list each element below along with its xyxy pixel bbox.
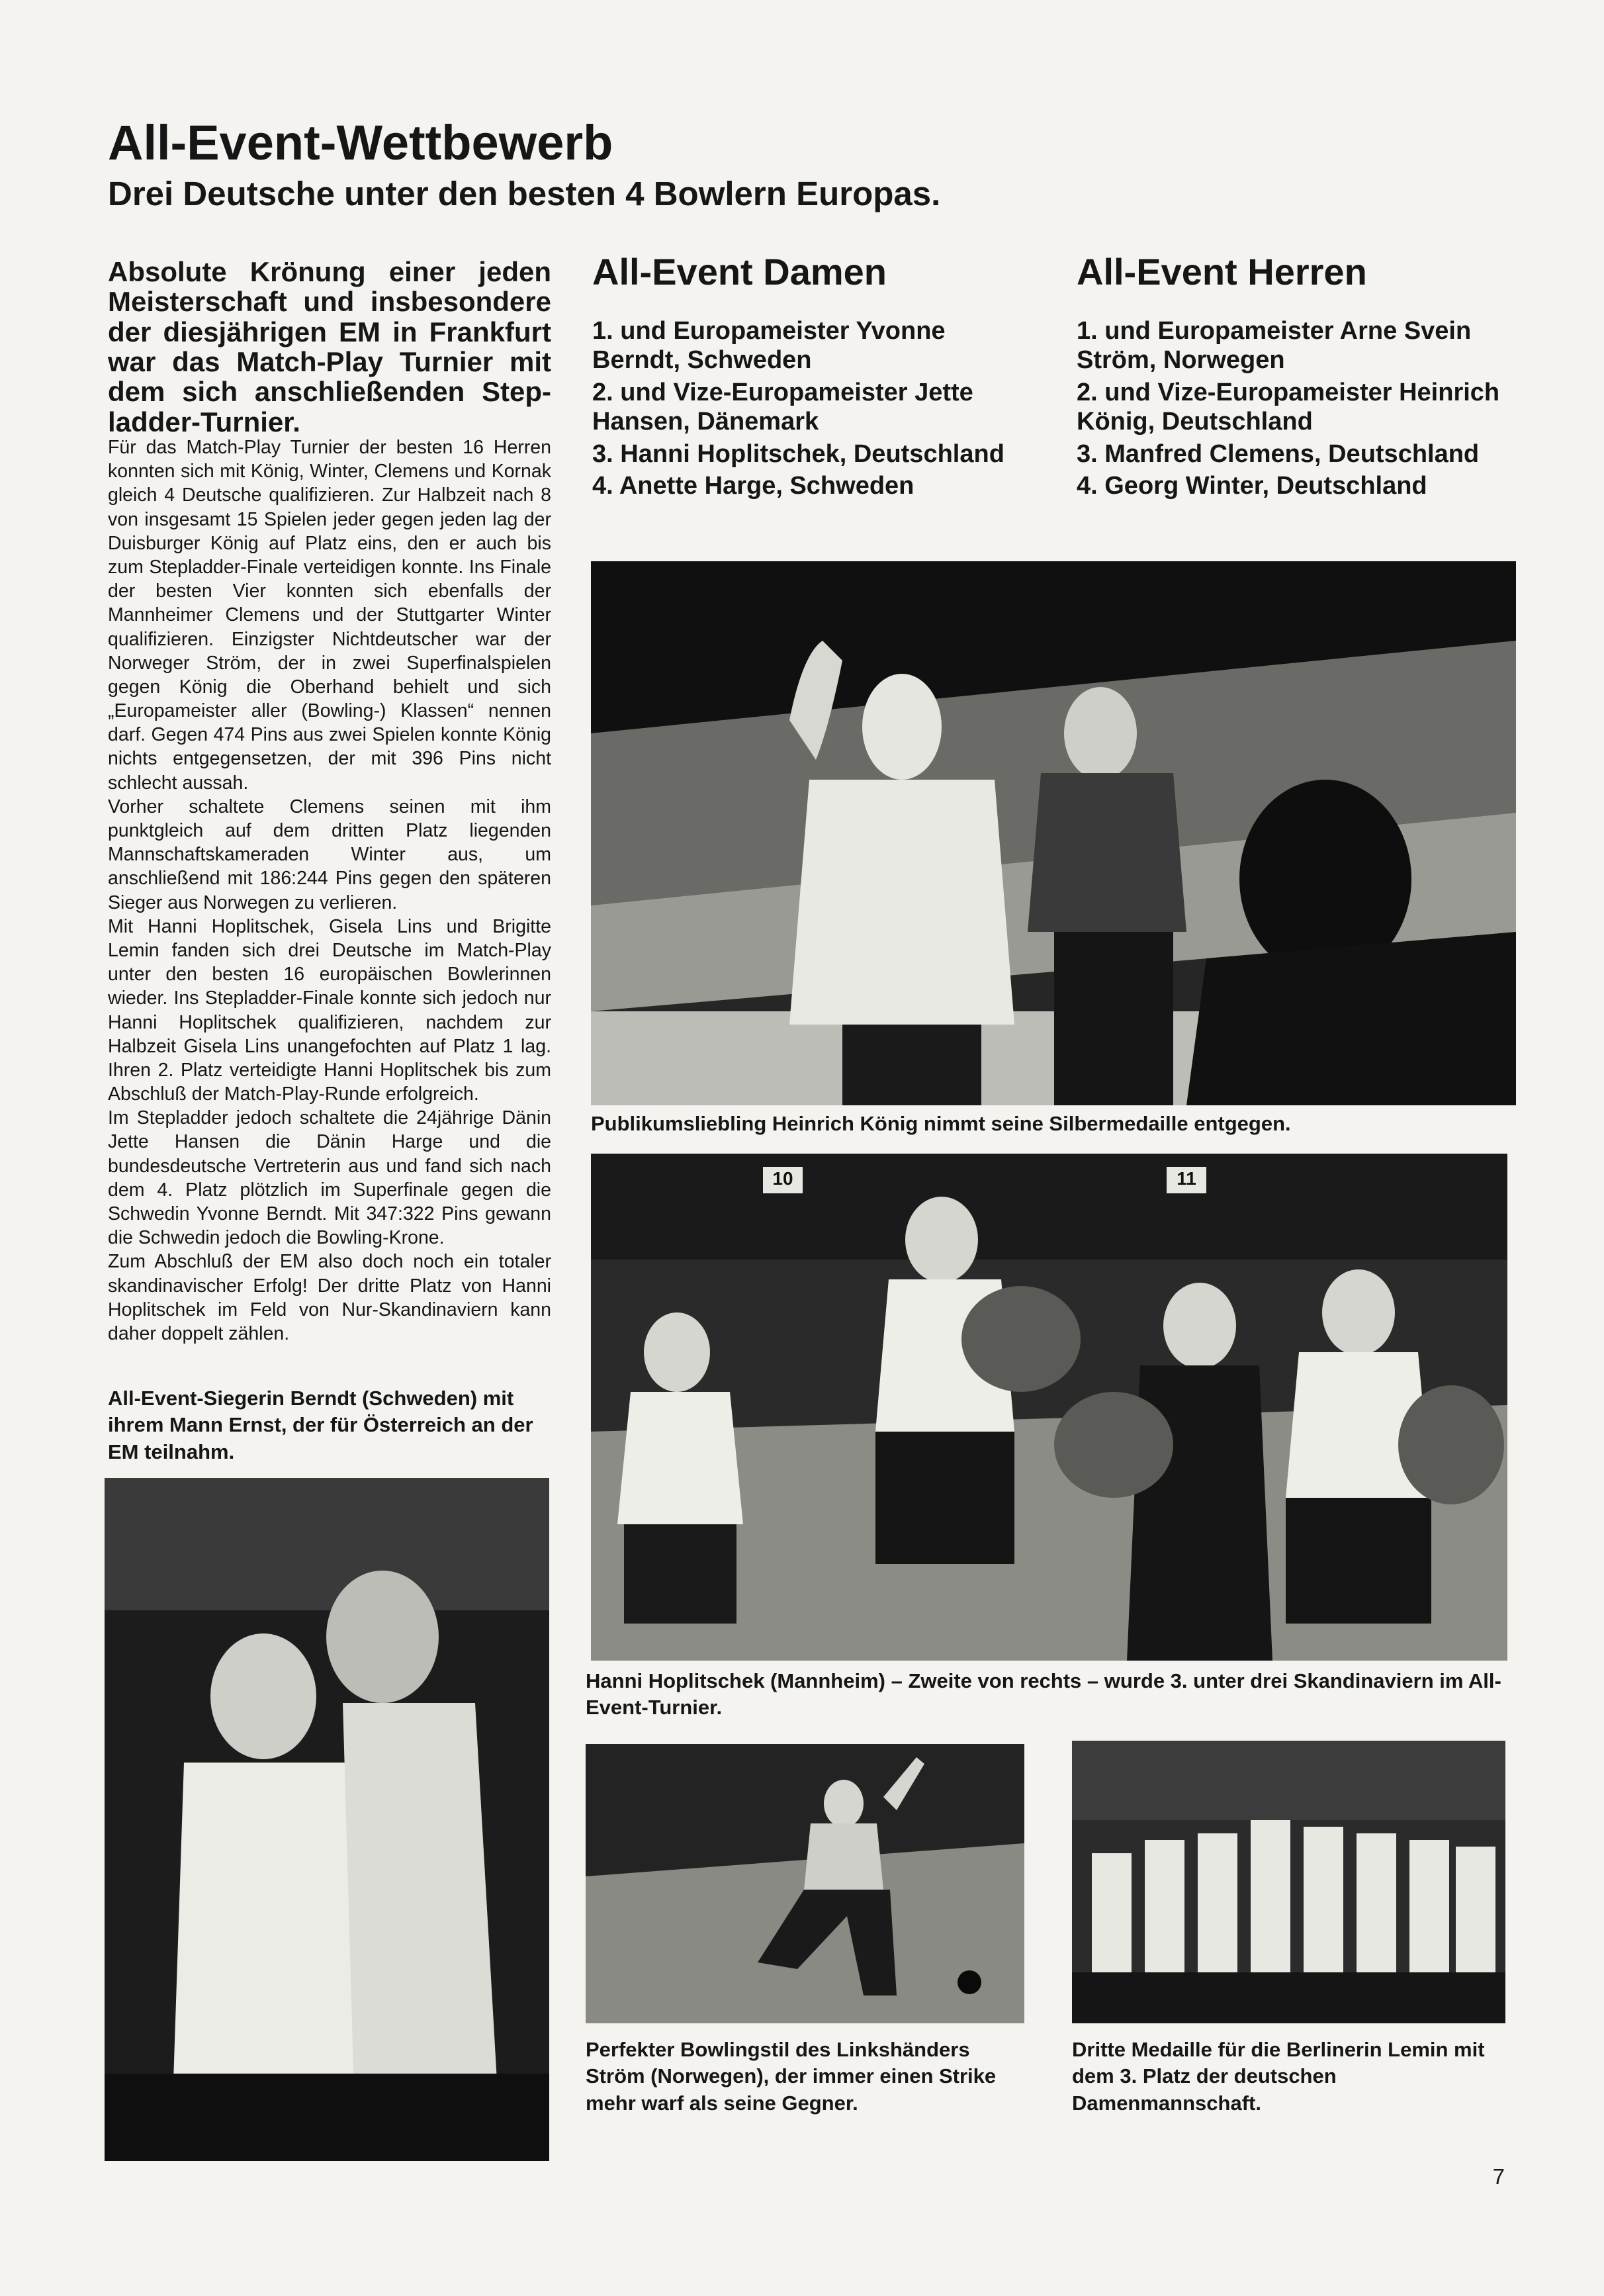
page-number: 7 — [1492, 2164, 1505, 2189]
result-entry: 3. Hanni Hoplitschek, Deutschland — [592, 439, 1004, 468]
herren-heading: All-Event Herren — [1077, 251, 1367, 293]
photo-lemin-team — [1072, 1741, 1505, 2023]
photo-koenig-medal — [591, 561, 1516, 1105]
lane-sign-11: 11 — [1177, 1168, 1196, 1189]
caption-koenig: Publikumsliebling Heinrich König nimmt seine Silbermedaille entgegen. — [591, 1112, 1291, 1135]
caption-berndt: All-Event-Siegerin Berndt (Schweden) mit ihrem Mann Ernst, der für Österreich an der EM teilnahm. — [108, 1387, 533, 1463]
photo-berndt-couple — [105, 1478, 549, 2161]
body-paragraph: Mit Hanni Hoplitschek, Gisela Lins und Brigitte Lemin fanden sich drei Deutsche im Match-Play unter den besten 16 europäischen Bowlerinnen wieder. Ins Stepladder-Finale konnte sich jedoch nur Hanni Hoplitschek qualifizieren, nachdem zur Halbzeit Gisela Lins unangefochten auf Platz 1 lag. Ihren 2. Platz verteidigte Hanni Hoplitschek bis zum Abschluß der Match-Play-Runde erfolgreich. — [108, 915, 551, 1105]
caption-lemin: Dritte Medaille für die Berlinerin Lemin mit dem 3. Platz der deutschen Damenmannschaft. — [1072, 2038, 1485, 2115]
result-entry: 1. und Europameister Yvonne Berndt, Schweden — [592, 317, 946, 375]
result-entry: 3. Manfred Clemens, Deutschland — [1077, 439, 1480, 468]
result-entry: 2. und Vize-Europameister Jette Hansen, Dänemark — [592, 378, 973, 436]
body-paragraph: Für das Match-Play Turnier der besten 16 Herren konnten sich mit König, Winter, Clemens und Kornak gleich 4 Deutsche qualifizieren. Zur Halbzeit nach 8 von insgesamt 15 Spielen jeder gegen jeden lag der Duisburger König auf Platz eins, den er auch bis zum Stepladder-Finale verteidigen konnte. Ins Finale der besten Vier konnten sich ebenfalls der Mannheimer Clemens und der Stuttgarter Winter qualifizieren. Einzigster Nichtdeutscher war der Norweger Ström, der in zwei Superfinalspielen gegen König die Oberhand behielt und sich „Europameister aller (Bowling-) Klassen“ nennen darf. Gegen 474 Pins aus zwei Spielen konnte König nichts entgegensetzen, der mit 396 Pins nicht schlecht aussah. — [108, 437, 551, 794]
article-lead: Absolute Krönung einer jeden Meisterschaft und insbesondere der diesjährigen EM in Frankfurt war das Match-Play Turnier mit dem sich anschließenden Step-ladder-Turnier. — [108, 256, 551, 437]
result-entry: 4. Anette Harge, Schweden — [592, 472, 914, 500]
result-entry: 2. und Vize-Europameister Heinrich König, Deutschland — [1077, 378, 1500, 436]
article-title: All-Event-Wettbewerb — [108, 115, 613, 170]
body-paragraph: Zum Abschluß der EM also doch noch ein totaler skandinavischer Erfolg! Der dritte Platz von Hanni Hoplitschek im Feld von Nur-Skandinaviern kann daher doppelt zählen. — [108, 1251, 551, 1344]
body-paragraph: Vorher schaltete Clemens seinen mit ihm punktgleich auf dem dritten Platz liegenden Mannschaftskameraden Winter aus, um anschließend mit 186:244 Pins gegen den späteren Sieger aus Norwegen zu verlieren. — [108, 796, 551, 913]
result-entry: 4. Georg Winter, Deutschland — [1077, 472, 1427, 500]
damen-results — [592, 316, 1036, 504]
herren-results — [1077, 316, 1527, 504]
photo-women-podium — [591, 1154, 1507, 1661]
article-subtitle: Drei Deutsche unter den besten 4 Bowlern Europas. — [108, 175, 941, 212]
lane-sign-10: 10 — [772, 1168, 793, 1189]
damen-heading: All-Event Damen — [592, 251, 887, 293]
photo-stroem-bowling — [586, 1744, 1024, 2023]
result-entry: 1. und Europameister Arne Svein Ström, Norwegen — [1077, 317, 1472, 375]
article-body — [108, 436, 551, 1346]
caption-stroem: Perfekter Bowlingstil des Linkshänders Ström (Norwegen), der immer einen Strike mehr warf als seine Gegner. — [586, 2038, 997, 2115]
body-paragraph: Im Stepladder jedoch schaltete die 24jährige Dänin Jette Hansen die Dänin Harge und die bundesdeutsche Vertreterin aus und fand sich nach dem 4. Platz plötzlich im Superfinale gegen die Schwedin Yvonne Berndt. Mit 347:322 Pins gewann die Schwedin jedoch die Bowling-Krone. — [108, 1107, 551, 1249]
caption-hoplitschek: Hanni Hoplitschek (Mannheim) – Zweite von rechts – wurde 3. unter drei Skandinaviern im All-Event-Turnier. — [586, 1669, 1501, 1720]
